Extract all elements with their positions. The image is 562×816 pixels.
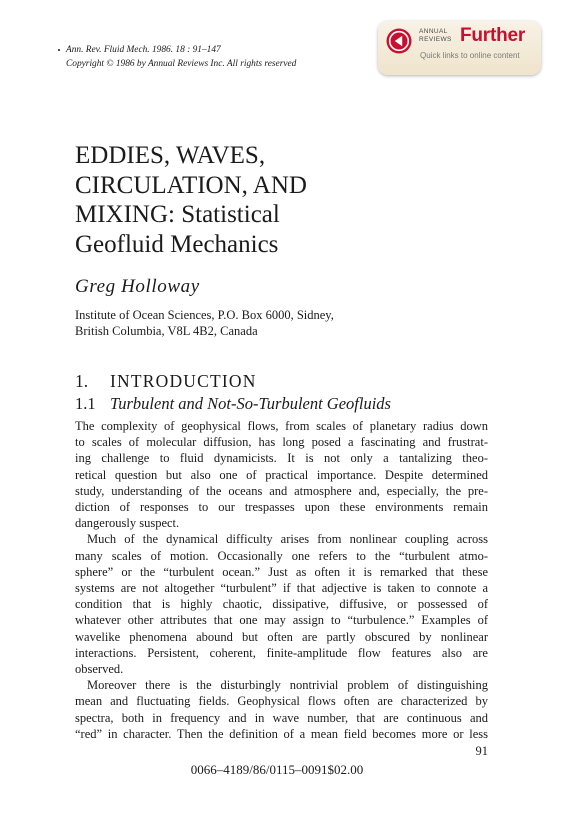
copyright-notice: Copyright © 1986 by Annual Reviews Inc. All rights reserved [66,59,297,69]
title-line: MIXING: Statistical [75,201,280,228]
body-line: interactions. Persistent, coherent, finite-amplitude flow features also are [75,645,488,660]
body-line: retical question but also one of practical importance. Despite determined [75,467,488,482]
body-line: dangerously suspect. [75,516,180,531]
body-line: condition that is highly chaotic, dissipative, diffusive, or possessed of [75,597,488,612]
body-line: systems are not altogether “turbulent” if that adjective is taken to connote a [75,581,488,596]
subsection-number: 1.1 [75,394,96,413]
affiliation [75,307,334,339]
body-line: diction of responses to our trespasses upon these environments remain [75,500,488,515]
article-title [75,141,307,259]
fee-code: 0066–4189/86/0115–0091$02.00 [190,762,364,777]
body-line: whatever other attributes that one may assign to “turbulence.” Examples of [75,613,488,628]
author-name: Greg Holloway [75,276,200,297]
paragraph [75,677,488,742]
body-line: ing challenge to fluid dynamicists. It is not only a tantalizing theo- [75,451,488,466]
page-number: 91 [475,744,488,758]
body-line: The complexity of geophysical flows, from scales of planetary radius down [75,419,488,433]
title-line: Geofluid Mechanics [75,230,279,258]
further-banner[interactable] [378,21,541,75]
brand-annual: ANNUAL [419,28,448,35]
body-text [75,418,488,742]
body-line: Much of the dynamical difficulty arises from nonlinear coupling across [87,532,488,547]
brand-reviews: REVIEWS [419,36,452,43]
paragraph [75,418,488,531]
title-line: CIRCULATION, AND [75,171,307,199]
further-label: Further [460,25,526,46]
body-line: spectra, both in frequency and in wave number, that are continuous and [75,710,488,725]
body-line: wavelike phenomena abound but often are partly obscured by nonlinear [75,629,488,644]
back-arrow-icon [386,28,412,54]
running-header [66,43,296,71]
body-line: observed. [75,662,124,677]
subsection-title: Turbulent and Not-So-Turbulent Geofluids [110,394,391,413]
body-line: sphere” or the “turbulent ocean.” Just as often it is remarked that these [75,564,488,579]
section-heading [75,370,257,392]
body-line: many scales of motion. Occasionally one refers to the “turbulent atmo- [75,548,488,563]
paragraph [75,531,488,677]
affiliation-line: Institute of Ocean Sciences, P.O. Box 6000, Sidney, [75,308,334,322]
subsection-heading [75,394,391,414]
body-line: “red” in character. Then the definition of a mean field becomes more or less [75,726,488,741]
further-tagline: Quick links to online content [420,51,520,60]
section-number: 1. [75,371,89,391]
body-line: to scales of molecular diffusion, has long posed a fascinating and frustrat- [75,435,488,450]
body-line: study, understanding of the oceans and atmosphere and, especially, the pre- [75,483,488,498]
affiliation-line: British Columbia, V8L 4B2, Canada [75,324,258,338]
body-line: mean and fluctuating fields. Geophysical flows often are characterized by [75,694,488,709]
scan-speck [58,49,60,51]
body-line: Moreover there is the disturbingly nontrivial problem of distinguishing [87,678,488,693]
section-title: INTRODUCTION [110,371,257,391]
title-line: EDDIES, WAVES, [75,142,266,169]
journal-citation: Ann. Rev. Fluid Mech. 1986. 18 : 91–147 [66,45,221,55]
